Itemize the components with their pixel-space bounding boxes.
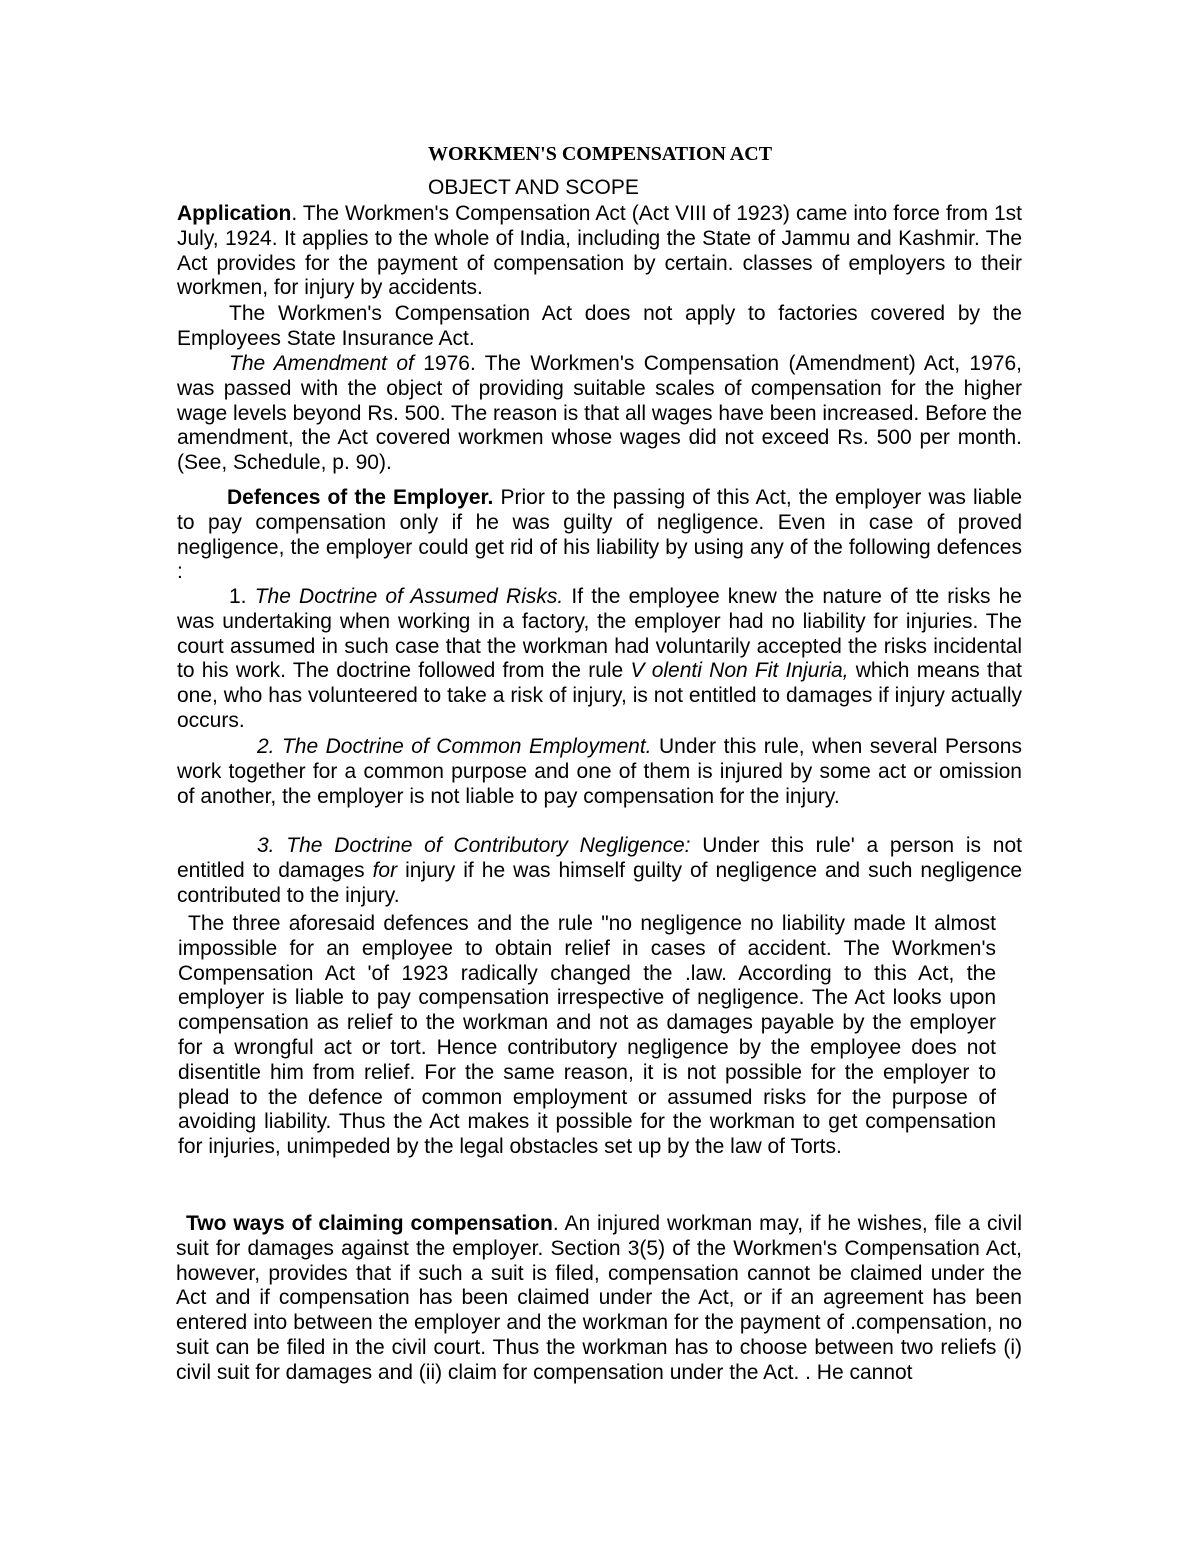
paragraph-text: injury if he was himself guilty of negligence and such negligence contributed to the injury. [177,858,1023,907]
paragraph-aforesaid-defences [178,912,996,1160]
section-subtitle: OBJECT AND SCOPE [428,176,639,199]
paragraph-contributory-negligence [177,834,1022,908]
paragraph-heading: 2. The Doctrine of Common Employment. [257,735,652,758]
paragraph-text: 1976. The Workmen's Compensation (Amendment) Act, 1976, was passed with the object of providing suitable scales of compensation for the higher wage levels beyond Rs. 500. The reason is that all wages have been increased. Before the amendment, the Act covered workmen whose wages did not exceed Rs. 500 per month. (See, Schedule, p. 90). [177,352,1022,475]
paragraph-defences [177,486,1022,585]
paragraph-text: If the employee knew the nature of tte risks he was undertaking when working in a factory, the employer had no liability for injuries. The court assumed in such case that the workman had voluntarily accepted the risks incidental to his work. The doctrine followed from the rule [177,585,1022,683]
paragraph-common-employment [177,735,1022,809]
italic-word: for [372,858,398,882]
paragraph-text: . The Workmen's Compensation Act (Act VIII of 1923) came into force from 1st July, 1924. It applies to the whole of India, including the State of Jammu and Kashmir. The Act provides for the payment of compensation by certain. classes of employers to their workmen, for injury by accidents. [177,202,1022,300]
paragraph-text: The Workmen's Compensation Act does not apply to factories covered by the Employees State Insurance Act. [177,302,1022,350]
paragraph-text: Prior to the passing of this Act, the employer was liable to pay compensation only if he was guilty of negligence. Even in case of proved negligence, the employer could get rid of his liability by using any of the following defences : [177,486,1022,584]
paragraph-text: Under this rule, when several Persons work together for a common purpose and one of them is injured by some act or omission of another, the employer is not liable to pay compensation for the injury. [177,735,1022,808]
paragraph-text: Under this rule' a person is not entitled to damages [177,834,1022,882]
document-title: WORKMEN'S COMPENSATION ACT [427,143,773,165]
paragraph-heading: The Amendment of [229,352,414,375]
latin-maxim: V olenti Non Fit Injuria, [630,659,849,683]
paragraph-text: which means that one, who has volunteered to take a risk of injury, is not entitled to damages if injury actually occurs. [177,659,1022,732]
paragraph-text: The three aforesaid defences and the rule "no negligence no liability made It almost impossible for an employee to obtain relief in cases of accident. The Workmen's Compensation Act 'of 1923 radically changed the .law. According to this Act, the employer is liable to pay compensation irrespective of negligence. The Act looks upon compensation as relief to the workman and not as damages payable by the employer for a wrongful act or tort. Hence contributory negligence by the employee does not disentitle him from relief. For the same reason, it is not possible for the employer to plead to the defence of common employment or assumed risks for the purpose of avoiding liability. Thus the Act makes it possible for the workman to get compensation for injuries, unimpeded by the legal obstacles set up by the law of Torts. [178,912,996,1159]
paragraph-heading: Application [177,202,292,225]
list-number: 1. [229,585,255,608]
paragraph-application [177,202,1022,301]
paragraph-assumed-risks [177,585,1022,734]
paragraph-heading: Defences of the Employer. [227,486,494,509]
paragraph-two-ways [176,1212,1022,1386]
paragraph-heading: Two ways of claiming compensation [186,1212,553,1235]
paragraph-amendment [177,352,1022,476]
paragraph-text: . An injured workman may, if he wishes, file a civil suit for damages against the employer. Section 3(5) of the Workmen's Compensation Act, however, provides that if such a suit is filed, compensation cannot be claimed under the Act and if compensation has been claimed under the Act, or if an agreement has been entered into between the employer and the workman for the payment of .compensation, no suit can be filed in the civil court. Thus the workman has to choose between two reliefs (i) civil suit for damages and (ii) claim for compensation under the Act. . He cannot [176,1212,1022,1384]
paragraph-heading: 3. The Doctrine of Contributory Negligence: [257,834,691,857]
paragraph-heading: The Doctrine of Assumed Risks. [254,585,564,608]
paragraph-esi-exclusion [177,302,1022,352]
